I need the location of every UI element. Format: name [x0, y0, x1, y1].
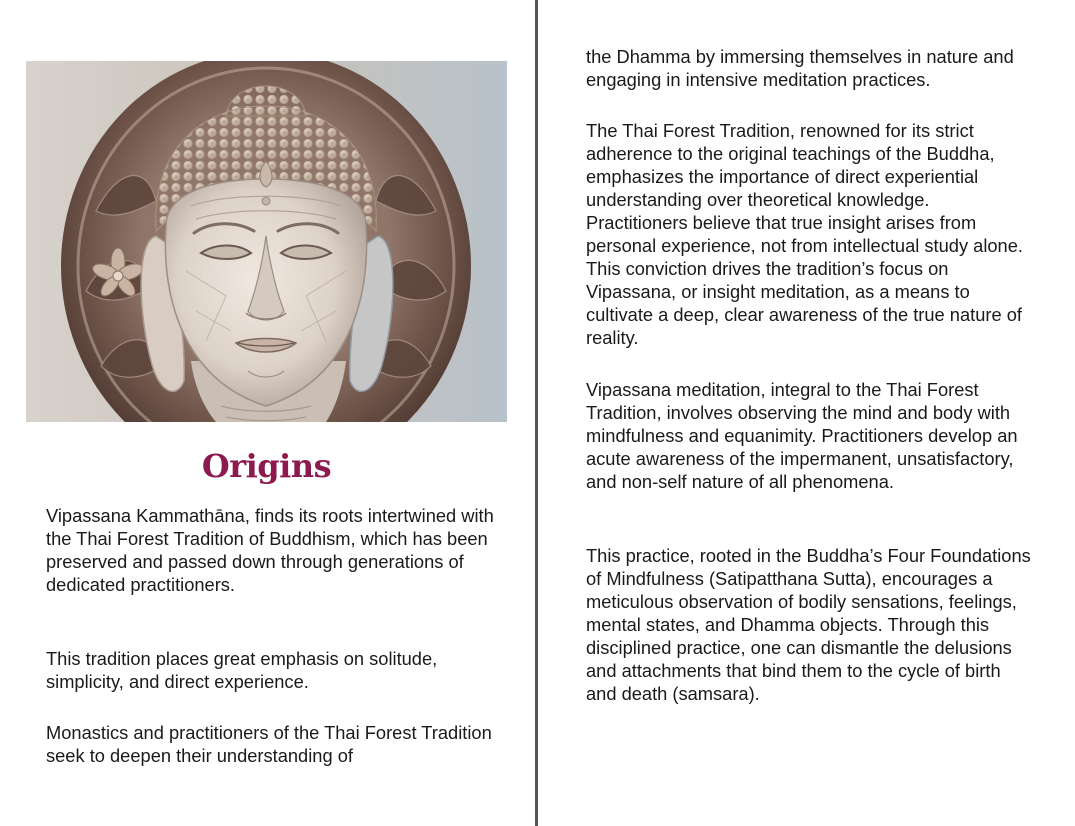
left-page — [0, 0, 535, 826]
satipatthana-paragraph: This practice, rooted in the Buddha’s Four Foundations of Mindfulness (Satipatthana Sutta), encourages a meticulous observation of bodily sensations, feelings, mental states, and Dhamma objects. Through this disciplined practice, one can dismantle the delusions and attachments that bind them to the cycle of birth and death (samsara). — [586, 545, 1031, 704]
section-heading: Origins — [201, 447, 332, 485]
origins-paragraph-3: Monastics and practitioners of the Thai Forest Tradition seek to deepen their understanding of — [46, 722, 492, 766]
vipassana-paragraph: Vipassana meditation, integral to the Thai Forest Tradition, involves observing the mind and body with mindfulness and equanimity. Practitioners develop an acute awareness of the impermanent, unsatisfactory, and non-self nature of all phenomena. — [586, 379, 1018, 492]
buddha-illustration — [26, 61, 507, 422]
origins-paragraph-1: Vipassana Kammathāna, finds its roots intertwined with the Thai Forest Tradition of Buddhism, which has been preserved and passed down through generations of dedicated practitioners. — [46, 505, 494, 595]
dhamma-paragraph: the Dhamma by immersing themselves in nature and engaging in intensive meditation practices. — [586, 46, 1014, 90]
thai-forest-paragraph: The Thai Forest Tradition, renowned for its strict adherence to the original teachings of the Buddha, emphasizes the importance of direct experiential understanding over theoretical knowledge. Practitioners believe that true insight arises from personal experience, not from intellectual study alone. This conviction drives the tradition’s focus on Vipassana, or insight meditation, as a means to cultivate a deep, clear awareness of the true nature of reality. — [586, 120, 1023, 348]
right-page — [538, 0, 1075, 826]
origins-paragraph-2: This tradition places great emphasis on solitude, simplicity, and direct experience. — [46, 648, 438, 692]
buddha-face-icon — [26, 61, 507, 422]
